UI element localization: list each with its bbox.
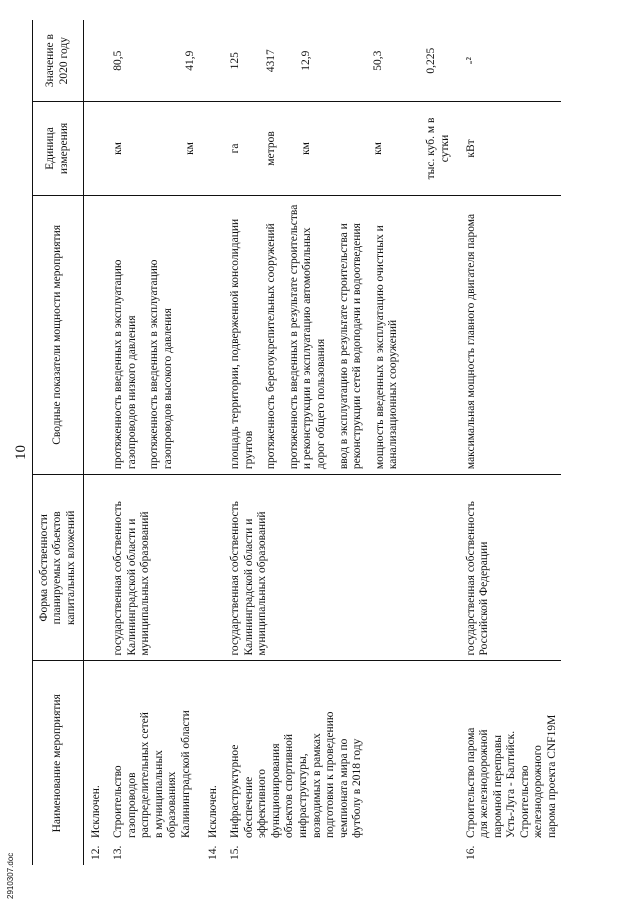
table-row: [106, 20, 199, 865]
header-value: Значение в 2020 году: [33, 20, 84, 102]
row-ownership: государственная собственность Калининградской области и муниципальных образований: [223, 475, 454, 661]
indicator-text: протяженность берегоукрепительных сооружений: [265, 223, 278, 470]
indicator-unit: км: [300, 142, 313, 155]
indicator-value: 0,225: [425, 47, 438, 74]
indicator-value: 4317: [264, 49, 277, 73]
indicator-text: ввод в эксплуатацию в результате строительства и реконструкции сетей водоподачи и водоотведения: [337, 223, 364, 470]
header-unit: Единица измерения: [33, 102, 84, 195]
page-number: 10: [13, 445, 29, 460]
indicator-value: 41,9: [183, 50, 196, 71]
indicator-unit: км: [183, 142, 196, 155]
indicator-value: 80,5: [112, 50, 124, 71]
indicator-text: протяженность введенных в эксплуатацию газопроводов высокого давления: [148, 259, 174, 470]
header-indicators: Сводные показатели мощности мероприятия: [33, 195, 84, 475]
row-ownership: государственная собственность Российской Федерации: [455, 475, 562, 661]
document-id: 2910307.doc: [6, 852, 15, 899]
indicator-text: площадь территории, подверженной консолидации грунтов: [229, 218, 255, 470]
indicator-unit: тыс. куб. м в сутки: [425, 117, 451, 180]
indicator-value: -²: [464, 57, 477, 65]
header-ownership: Форма собственности планируемых объектов капитальных вложений: [33, 475, 84, 661]
table-row: [455, 20, 562, 865]
table-row: [223, 20, 454, 865]
indicator-value: 125: [229, 52, 242, 70]
row-number: 16.: [464, 845, 477, 860]
indicator-text: протяженность введенных в эксплуатацию газопроводов низкого давления: [112, 259, 138, 470]
indicator-value: 12,9: [300, 50, 313, 71]
indicator-value: 50,3: [371, 50, 384, 71]
indicator-unit: км: [371, 142, 384, 155]
table-header-row: [33, 20, 84, 865]
row-name: Строительство газопроводов распределительных сетей в муниципальных образованиях Калининградской области: [112, 710, 192, 838]
table-row: [84, 20, 107, 865]
indicator-unit: га: [229, 143, 242, 154]
row-name: Исключен.: [90, 785, 102, 838]
row-name: Строительство парома для железнодорожной паромной переправы Усть-Луга - Балтийск. Строительство железнодорожного парома проекта CNF19M: [464, 714, 558, 838]
measures-table: [32, 20, 561, 865]
row-number: 14.: [207, 845, 220, 860]
indicator-text: мощность введенных в эксплуатацию очистных и канализационных сооружений: [373, 225, 400, 470]
indicator-text: протяженность введенных в результате строительства и реконструкции в эксплуатацию автомобильных дорог общего пользования: [287, 204, 327, 470]
row-name: Исключен.: [207, 785, 220, 838]
row-ownership: государственная собственность Калининградской области и муниципальных образований: [106, 475, 199, 661]
row-number: 12.: [90, 845, 102, 860]
table-row: [199, 20, 223, 865]
row-number: 13.: [112, 845, 124, 860]
indicator-unit: метров: [264, 131, 277, 166]
indicator-text: максимальная мощность главного двигателя парома: [464, 213, 477, 470]
row-number: 15.: [229, 845, 242, 860]
indicator-unit: км: [112, 142, 124, 155]
row-name: Инфраструктурное обеспечение эффективного функционирования объектов спортивной инфраструктуры, возводимых в рамках подготовки к проведению чемпионата мира по футболу в 2018 году: [229, 711, 364, 838]
header-name: Наименование мероприятия: [33, 661, 84, 865]
indicator-unit: кВт: [464, 139, 477, 158]
